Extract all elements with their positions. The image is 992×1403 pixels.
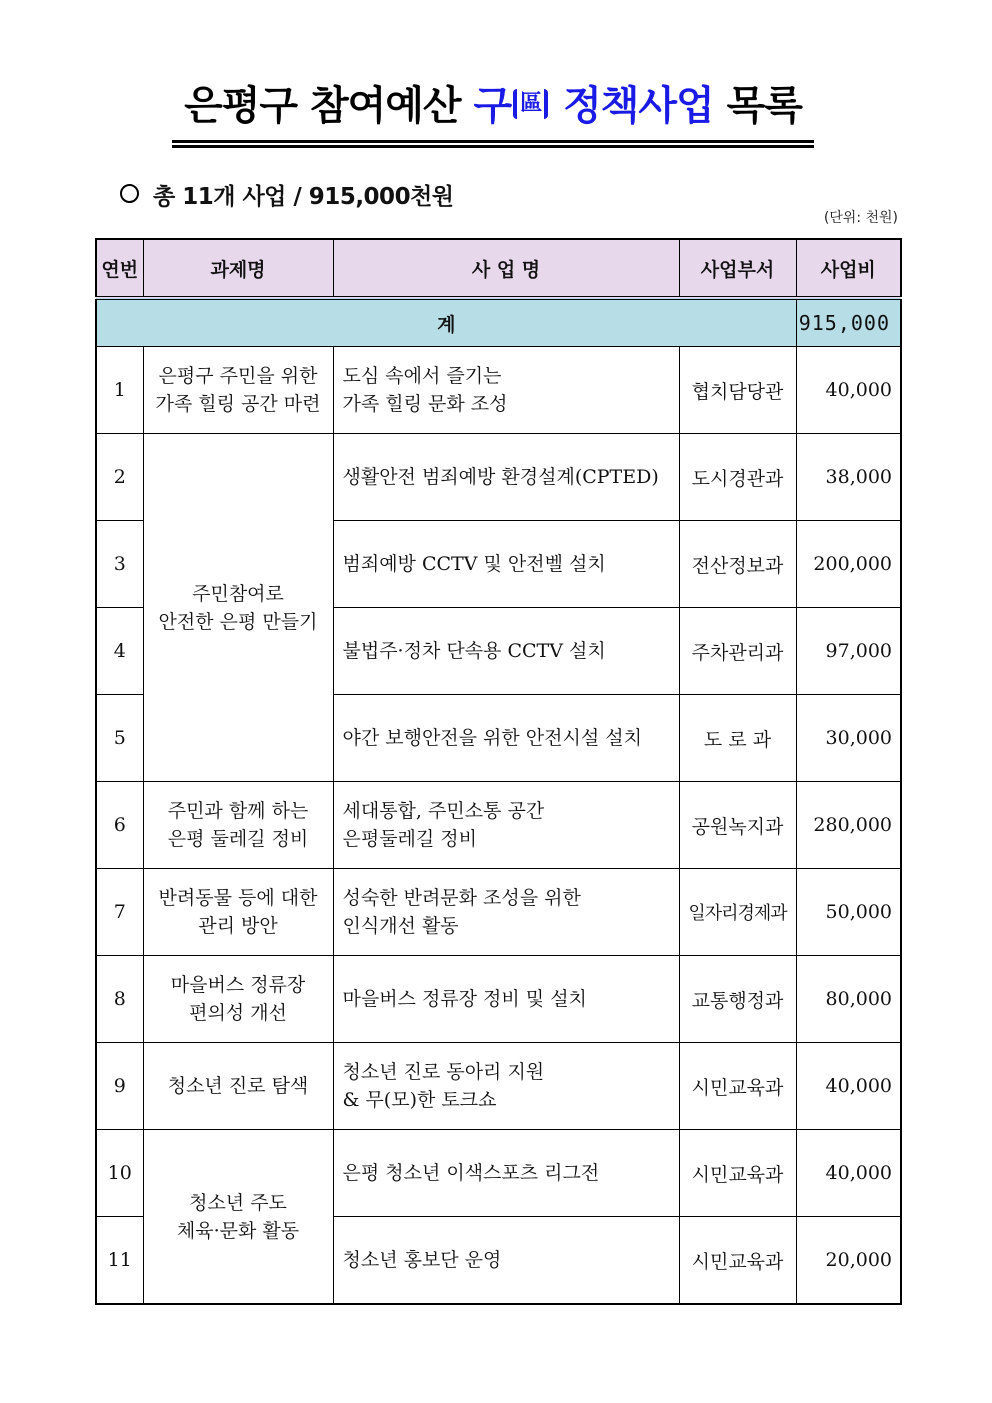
- row-project: 성숙한 반려문화 조성을 위한 인식개선 활동: [333, 869, 679, 956]
- header-project: 사 업 명: [333, 239, 679, 298]
- row-project: 범죄예방 CCTV 및 안전벨 설치: [333, 521, 679, 608]
- row-dept: 시민교육과: [679, 1130, 796, 1217]
- row-no: 8: [96, 956, 143, 1043]
- table-row: [96, 1043, 901, 1130]
- title-hanja: 區: [513, 89, 548, 119]
- row-task: 주민과 함께 하는 은평 둘레길 정비: [143, 782, 333, 869]
- row-cost: 40,000: [796, 347, 901, 434]
- row-project: 야간 보행안전을 위한 안전시설 설치: [333, 695, 679, 782]
- table-row: [96, 347, 901, 434]
- row-dept: 시민교육과: [679, 1043, 796, 1130]
- table-row: [96, 782, 901, 869]
- row-cost: 80,000: [796, 956, 901, 1043]
- row-project: 은평 청소년 이색스포츠 리그전: [333, 1130, 679, 1217]
- title-part-list: 목록: [713, 83, 802, 129]
- row-project: 청소년 진로 동아리 지원 & 무(모)한 토크쇼: [333, 1043, 679, 1130]
- row-dept: 교통행정과: [679, 956, 796, 1043]
- row-no: 10: [96, 1130, 143, 1217]
- row-task: 반려동물 등에 대한 관리 방안: [143, 869, 333, 956]
- row-cost: 30,000: [796, 695, 901, 782]
- page-title: [172, 78, 814, 148]
- title-part-gu: 구: [473, 83, 512, 129]
- row-no: 5: [96, 695, 143, 782]
- header-task: 과제명: [143, 239, 333, 298]
- row-no: 1: [96, 347, 143, 434]
- project-table: [95, 238, 902, 1305]
- table-row: [96, 1130, 901, 1217]
- table-row: [96, 956, 901, 1043]
- table-row: [96, 869, 901, 956]
- row-cost: 38,000: [796, 434, 901, 521]
- row-cost: 200,000: [796, 521, 901, 608]
- row-dept: 공원녹지과: [679, 782, 796, 869]
- row-cost: 97,000: [796, 608, 901, 695]
- row-task: 청소년 주도 체육·문화 활동: [143, 1130, 333, 1305]
- row-dept: 도 로 과: [679, 695, 796, 782]
- row-project: 세대통합, 주민소통 공간 은평둘레길 정비: [333, 782, 679, 869]
- table-row: [96, 434, 901, 521]
- row-task: 은평구 주민을 위한 가족 힐링 공간 마련: [143, 347, 333, 434]
- header-no: 연번: [96, 239, 143, 298]
- title-underline-thin: [172, 145, 814, 148]
- row-cost: 280,000: [796, 782, 901, 869]
- row-dept: 도시경관과: [679, 434, 796, 521]
- row-no: 7: [96, 869, 143, 956]
- title-part-policy: 정책사업: [550, 83, 714, 129]
- row-task: 마을버스 정류장 편의성 개선: [143, 956, 333, 1043]
- row-no: 9: [96, 1043, 143, 1130]
- row-dept: 주차관리과: [679, 608, 796, 695]
- row-dept: 일자리경제과: [679, 869, 796, 956]
- row-dept: 시민교육과: [679, 1217, 796, 1305]
- title-underline-thick: [172, 140, 814, 143]
- row-no: 11: [96, 1217, 143, 1305]
- row-project: 생활안전 범죄예방 환경설계(CPTED): [333, 434, 679, 521]
- summary-line: [120, 178, 454, 211]
- hollow-circle-bullet-icon: [120, 184, 139, 203]
- row-project: 청소년 홍보단 운영: [333, 1217, 679, 1305]
- table-header-row: [96, 239, 901, 298]
- row-cost: 50,000: [796, 869, 901, 956]
- title-part-district: 은평구 참여예산: [184, 83, 474, 129]
- row-cost: 20,000: [796, 1217, 901, 1305]
- header-dept: 사업부서: [679, 239, 796, 298]
- row-project: 마을버스 정류장 정비 및 설치: [333, 956, 679, 1043]
- row-dept: 협치담당관: [679, 347, 796, 434]
- row-project: 불법주·정차 단속용 CCTV 설치: [333, 608, 679, 695]
- row-cost: 40,000: [796, 1130, 901, 1217]
- unit-note: (단위: 천원): [823, 210, 898, 226]
- header-cost: 사업비: [796, 239, 901, 298]
- row-no: 6: [96, 782, 143, 869]
- row-cost: 40,000: [796, 1043, 901, 1130]
- row-no: 4: [96, 608, 143, 695]
- row-no: 2: [96, 434, 143, 521]
- row-project: 도심 속에서 즐기는 가족 힐링 문화 조성: [333, 347, 679, 434]
- row-task: 주민참여로 안전한 은평 만들기: [143, 434, 333, 782]
- total-amount: 915,000: [796, 298, 901, 347]
- row-dept: 전산정보과: [679, 521, 796, 608]
- row-task: 청소년 진로 탐색: [143, 1043, 333, 1130]
- total-label: 계: [96, 298, 796, 347]
- summary-text: 총 11개 사업 / 915,000천원: [153, 184, 454, 210]
- row-no: 3: [96, 521, 143, 608]
- total-row: [96, 298, 901, 347]
